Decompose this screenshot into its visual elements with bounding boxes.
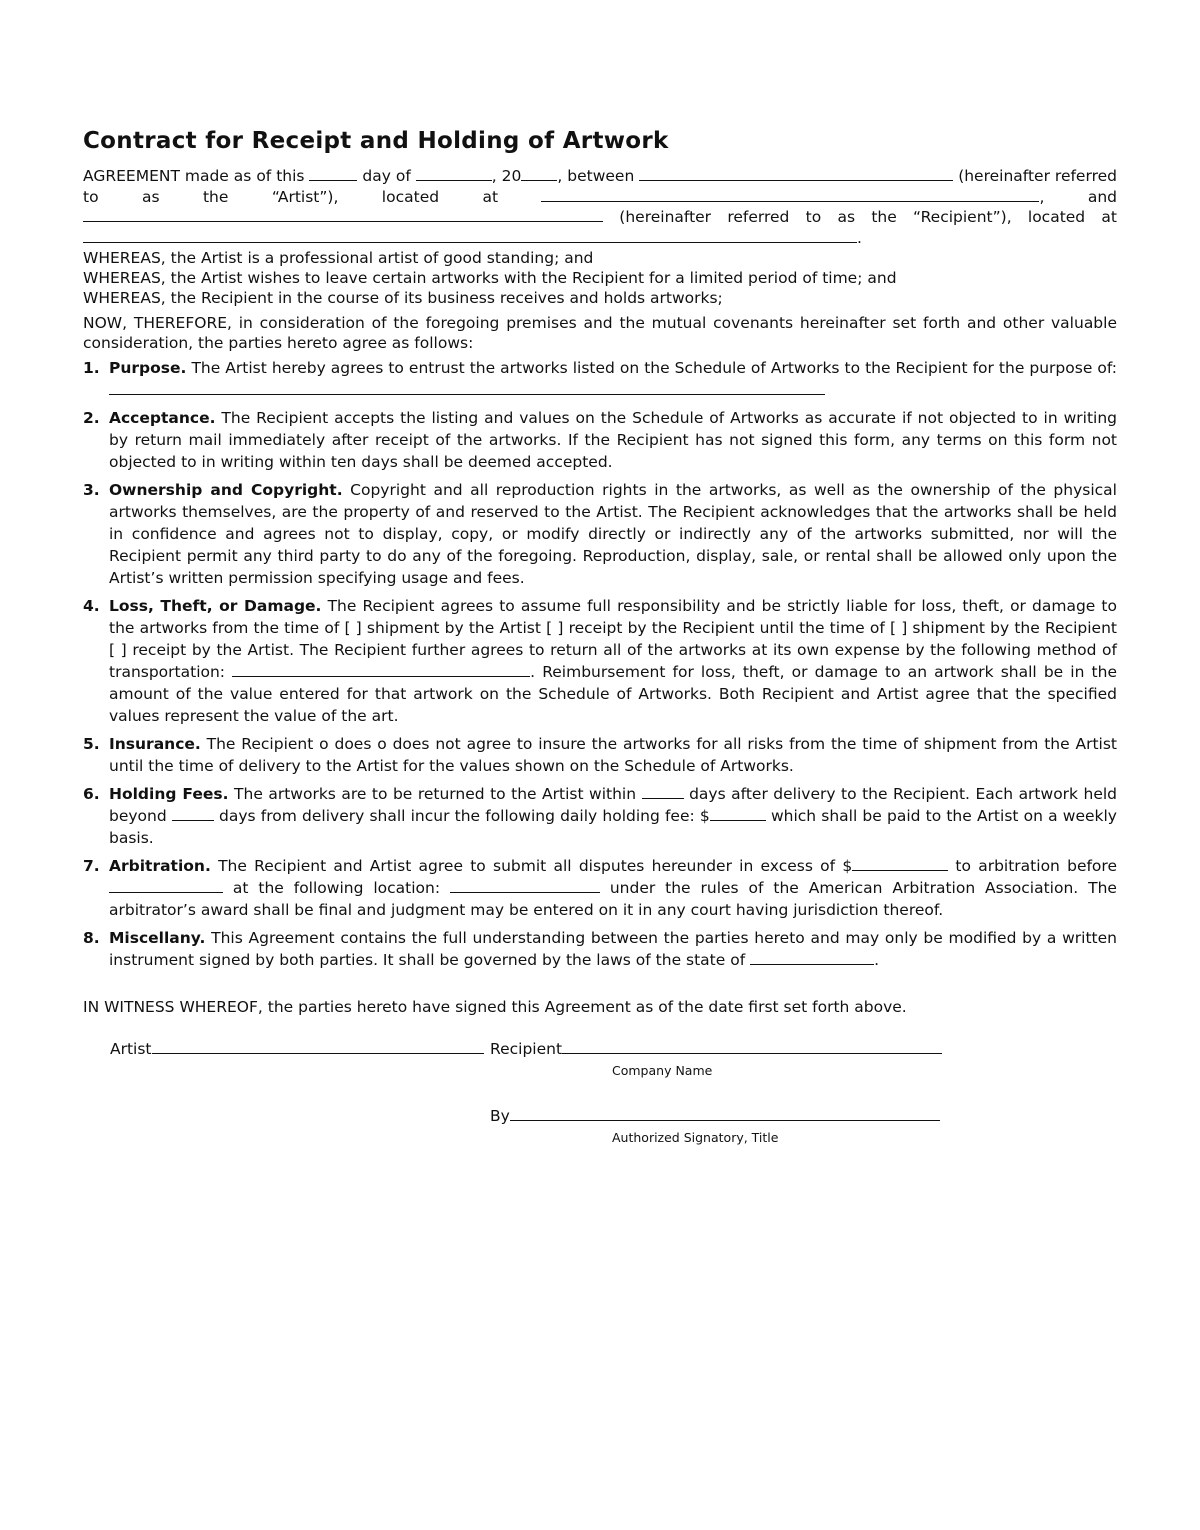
state-blank[interactable] <box>750 950 874 965</box>
clause-heading: Ownership and Copyright. <box>109 481 343 499</box>
clause-text: The Recipient o does o does not agree to insure the artworks for all risks from the time of shipment from the Artist until the time of delivery to the Artist for the values shown on the Schedule of Artworks. <box>109 735 1117 775</box>
clause-text-c: days from delivery shall incur the following daily holding fee: $ <box>219 807 710 825</box>
now-therefore: NOW, THEREFORE, in consideration of the foregoing premises and the mutual covenants hereinafter set forth and other valuable consideration, the parties hereto agree as follows: <box>83 314 1117 352</box>
intro-text-7: (hereinafter referred to as the “Recipient”), located at <box>619 208 1117 226</box>
return-days-blank[interactable] <box>642 784 684 799</box>
clause-number: 7. <box>83 857 100 875</box>
recipient-name-blank[interactable] <box>83 207 603 222</box>
holding-days-blank[interactable] <box>172 806 214 821</box>
clause-number: 3. <box>83 481 100 499</box>
intro-text-1: AGREEMENT made as of this <box>83 167 305 185</box>
contract-page <box>83 128 1117 1017</box>
whereas-3: WHEREAS, the Recipient in the course of its business receives and holds artworks; <box>83 289 723 307</box>
clause-acceptance <box>83 407 1117 473</box>
clause-loss <box>83 595 1117 727</box>
clause-purpose <box>83 357 1117 401</box>
clause-arbitration <box>83 855 1117 921</box>
clause-text-continued: . Reimbursement for loss, theft, or damage to an artwork shall be in the amount of the value entered for that artwork on the Schedule of Artworks. Both Recipient and Artist agree that the specified values represent the value of the art. <box>109 663 1117 725</box>
clause-number: 8. <box>83 929 100 947</box>
artist-signature-line[interactable] <box>152 1039 484 1054</box>
artist-address-blank[interactable] <box>541 187 1039 202</box>
day-blank[interactable] <box>309 166 357 181</box>
clause-text-b: days after delivery to the Recipient. Each artwork held beyond <box>109 785 1118 825</box>
purpose-blank[interactable] <box>109 380 825 395</box>
clause-number: 1. <box>83 359 100 377</box>
intro-text-8: . <box>857 228 862 247</box>
clause-heading: Arbitration. <box>109 857 211 875</box>
whereas-1: WHEREAS, the Artist is a professional artist of good standing; and <box>83 249 594 267</box>
clause-text: The artworks are to be returned to the Artist within <box>234 785 637 803</box>
clause-text-b: to arbitration before <box>955 857 1117 875</box>
artist-name-blank[interactable] <box>639 166 953 181</box>
clause-text: This Agreement contains the full understanding between the parties hereto and may only be modified by a written instrument signed by both parties. It shall be governed by the laws of the state of <box>109 929 1117 969</box>
month-blank[interactable] <box>416 166 492 181</box>
clause-heading: Loss, Theft, or Damage. <box>109 597 322 615</box>
clauses-list <box>83 357 1117 971</box>
clause-text: The Artist hereby agrees to entrust the artworks listed on the Schedule of Artworks to the Recipient for the purpose of: <box>191 359 1117 377</box>
intro-text-4: , between <box>557 167 635 185</box>
artist-signature <box>110 1039 484 1059</box>
intro-text-3: , 20 <box>491 167 522 185</box>
transport-method-blank[interactable] <box>232 662 530 677</box>
year-blank[interactable] <box>521 166 557 181</box>
clause-heading: Insurance. <box>109 735 201 753</box>
clause-insurance <box>83 733 1117 777</box>
clause-heading: Miscellany. <box>109 929 206 947</box>
company-name-caption: Company Name <box>612 1063 713 1078</box>
agreement-intro <box>83 166 1117 248</box>
intro-text-5: (hereinafter referred to as the “Artist”), located at <box>83 167 1117 206</box>
clause-text: Copyright and all reproduction rights in the artworks, as well as the ownership of the physical artworks themselves, are the property of and reserved to the Artist. The Recipient acknowledges that the artworks shall be held in confidence and agrees not to display, copy, or modify directly or indirectly any of the artworks submitted, nor will the Recipient permit any third party to do any of the foregoing. Reproduction, display, sale, or rental shall be allowed only upon the Artist’s written permission specifying usage and fees. <box>109 481 1117 587</box>
clause-miscellany <box>83 927 1117 971</box>
authorized-signatory-caption: Authorized Signatory, Title <box>612 1130 779 1145</box>
clause-text: The Recipient and Artist agree to submit all disputes hereunder in excess of $ <box>218 857 853 875</box>
clause-heading: Acceptance. <box>109 409 216 427</box>
clause-number: 5. <box>83 735 100 753</box>
arbitration-location-blank[interactable] <box>450 878 600 893</box>
intro-text-2: day of <box>362 167 411 185</box>
document-title: Contract for Receipt and Holding of Artwork <box>83 128 669 154</box>
clause-text-d: under the rules of the American Arbitration Association. The arbitrator’s award shall be final and judgment may be entered on it in any court having jurisdiction thereof. <box>109 879 1117 919</box>
holding-fee-blank[interactable] <box>710 806 766 821</box>
whereas-2: WHEREAS, the Artist wishes to leave certain artworks with the Recipient for a limited period of time; and <box>83 269 897 287</box>
artist-label: Artist <box>110 1040 152 1058</box>
clause-heading: Holding Fees. <box>109 785 229 803</box>
clause-number: 4. <box>83 597 100 615</box>
recipient-signature <box>490 1039 942 1059</box>
intro-text-6: , and <box>1039 187 1117 206</box>
clause-number: 6. <box>83 785 100 803</box>
by-label: By <box>490 1107 510 1125</box>
clause-ownership <box>83 479 1117 589</box>
recipient-signature-line[interactable] <box>562 1039 942 1054</box>
clause-text-c: at the following location: <box>232 879 441 897</box>
arbitrator-blank[interactable] <box>109 878 223 893</box>
recipient-address-blank[interactable] <box>83 228 857 243</box>
by-signature <box>490 1106 940 1126</box>
recipient-label: Recipient <box>490 1040 563 1058</box>
clause-number: 2. <box>83 409 100 427</box>
clause-holding-fees <box>83 783 1117 849</box>
dispute-amount-blank[interactable] <box>852 856 948 871</box>
by-signature-line[interactable] <box>510 1106 940 1121</box>
clause-text-d: which shall be paid to the Artist on a weekly basis. <box>109 807 1117 847</box>
clause-heading: Purpose. <box>109 359 187 377</box>
clause-text: The Recipient accepts the listing and values on the Schedule of Artworks as accurate if not objected to in writing by return mail immediately after receipt of the artworks. If the Recipient has not signed this form, any terms on this form not objected to in writing within ten days shall be deemed accepted. <box>109 409 1117 471</box>
witness-statement: IN WITNESS WHEREOF, the parties hereto have signed this Agreement as of the date first set forth above. <box>83 998 907 1016</box>
clause-text: The Recipient agrees to assume full responsibility and be strictly liable for loss, theft, or damage to the artworks from the time of [ ] shipment by the Artist [ ] receipt by the Recipient until the time of [ ] shipment by the Recipient [ ] receipt by the Artist. The Recipient further agrees to return all of the artworks at its own expense by the following method of transportation: <box>109 597 1117 681</box>
clause-text-b: . <box>874 951 880 969</box>
